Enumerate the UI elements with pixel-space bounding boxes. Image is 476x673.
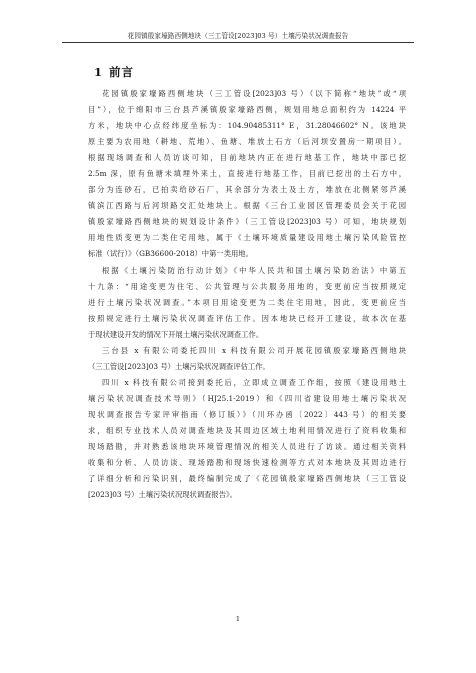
paragraph-line: 部分为连砂石，已拍卖给砂石厂，其余部分为表土及土方，堆放在北侧紧邻芦溪 (88, 185, 406, 195)
paragraph-line: 标准（试行）》（GB36600-2018）中第一类用地。 (88, 249, 253, 259)
page-number: 1 (235, 615, 241, 623)
paragraph-line: 现场踏勘，并对熟悉该地块环境管理情况的相关人员进行了访谈。通过相关资料 (88, 442, 406, 452)
paragraph-line: 收集和分析、人员访谈、现场踏勘和现场快速检测等方式对本地块及其周边进行 (88, 458, 406, 468)
paragraph-line: 花园镇殷家壕路西侧地块（三工管设[2023]03 号）（以下简称“地块”或“项 (102, 89, 406, 98)
paragraph-line: 目”），位于绵阳市三台县芦溪镇殷家壕路西侧，规划用地总面积约为 14224 平 (88, 105, 406, 115)
paragraph-2 (88, 263, 406, 343)
paragraph-1 (88, 86, 406, 263)
paragraph-line: 按照规定进行土壤污染状况调查评估工作。因本地块已经开工建设，故本次在基 (88, 313, 406, 323)
paragraph-line: （三工管设[2023]03 号）土壤污染状况调查评估工作。 (88, 361, 270, 371)
paragraph-3 (88, 343, 406, 375)
paragraph-4 (88, 375, 406, 503)
paragraph-line: 原主要为农用地（耕地、荒地）、鱼塘、堆放土石方（后河坝安置房一期项目）。 (88, 137, 406, 147)
paragraph-line: 壤污染状况调查技术导则》（HJ25.1-2019）和《四川省建设用地土壤污染状况 (88, 393, 406, 403)
paragraph-line: 于现状建设开发的情况下开展土壤污染状况调查工作。 (88, 329, 264, 339)
paragraph-line: 镇殷家壕路西侧地块的规划设计条件》（三工管设[2023]03 号）可知，地块规划 (88, 217, 406, 227)
header-rule (62, 42, 414, 43)
paragraph-line: 进行土壤污染状况调查。”本项目用途变更为二类住宅用地，因此，变更前应当 (88, 297, 406, 307)
paragraph-line: 镇滨江西路与后河坝路交汇处地块上。根据《三台工业园区管理委员会关于花园 (88, 201, 406, 211)
paragraph-line: 十九条：“用途变更为住宅、公共管理与公共服务用地的，变更前应当按照规定 (88, 281, 406, 291)
paragraph-line: 四川 x 科技有限公司接到委托后，立即成立调查工作组，按照《建设用地土 (102, 377, 406, 387)
paragraph-line: 三台县 x 有限公司委托四川 x 科技有限公司开展花园镇殷家壕路西侧地块 (102, 345, 406, 355)
paragraph-line: 2.5m 深，原有鱼塘未填埋外来土，直接进行地基工作，目前已挖出的土石方中， (88, 169, 406, 179)
paragraph-line: 求，组织专业技术人员对调查地块及其周边区域土地利用情况进行了资料收集和 (88, 425, 406, 435)
paragraph-line: 根据现场调查和人员访谈可知，目前地块内正在进行地基工作，地块中部已挖 (88, 153, 406, 163)
paragraph-line: 现状调查报告专家评审指南（修订版）》（川环办函〔2022〕443 号）的相关要 (88, 409, 406, 419)
paragraph-line: 了详细分析和污染识别，最终编制完成了《花园镇殷家壕路西侧地块（三工管设 (88, 474, 406, 484)
paragraph-line: [2023]03 号）土壤污染状况现状调查报告》。 (88, 490, 237, 500)
running-header: 花园镇殷家壕路西侧地块（三工管设[2023]03 号）土壤污染状况调查报告 (127, 32, 349, 40)
section-title: 前言 (109, 65, 135, 79)
paragraph-line: 用地性质变更为二类住宅用地，属于《土壤环境质量建设用地土壤污染风险管控 (88, 233, 406, 243)
paragraph-line: 方米，地块中心点经纬度坐标为：104.90485311° E，31.28046602° N。该地块 (88, 121, 406, 131)
section-number: 1 (94, 65, 104, 79)
body-text (88, 86, 406, 503)
section-heading (94, 64, 134, 80)
paragraph-line: 根据《土壤污染防治行动计划》《中华人民共和国土壤污染防治法》中第五 (102, 265, 406, 275)
